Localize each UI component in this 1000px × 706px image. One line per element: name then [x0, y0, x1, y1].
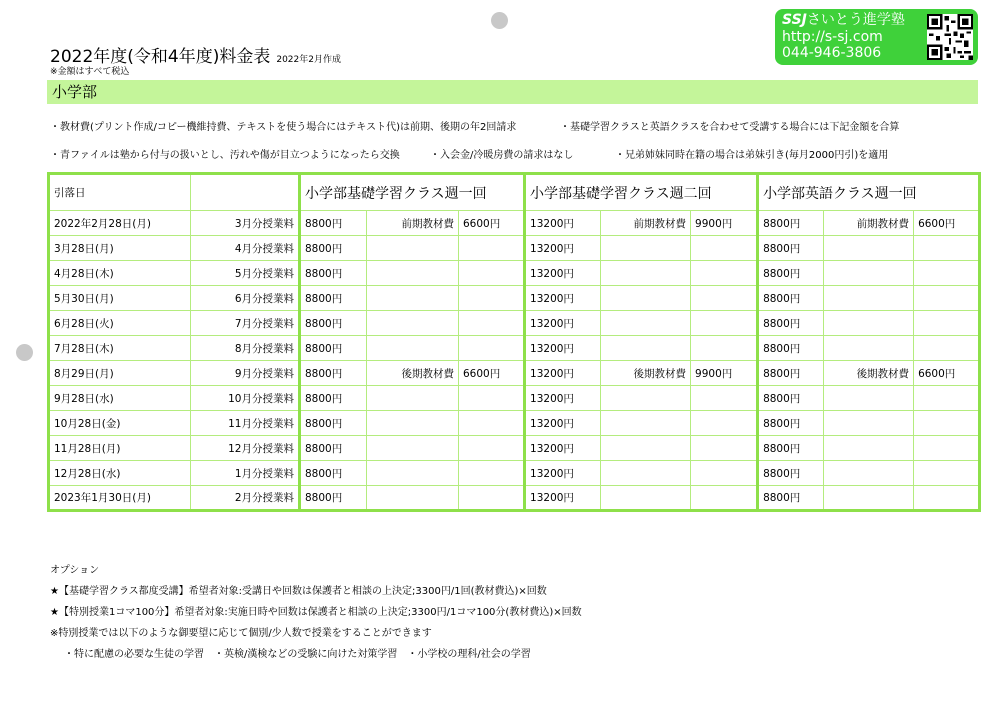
row-english-once-material-fee: [914, 411, 980, 436]
row-month-label: 11月分授業料: [191, 411, 300, 436]
row-english-once-material-fee: [914, 311, 980, 336]
row-month-label: 5月分授業料: [191, 261, 300, 286]
row-date: 2023年1月30日(月): [49, 486, 191, 511]
table-row: [49, 436, 980, 461]
row-month-label: 9月分授業料: [191, 361, 300, 386]
row-basic-once-fee: 8800円: [300, 336, 367, 361]
row-english-once-material-fee: [914, 286, 980, 311]
row-basic-twice-material-fee: [691, 336, 758, 361]
course-header-basic-weekly-twice: 小学部基礎学習クラス週二回: [525, 174, 758, 211]
row-basic-once-material-label: 後期教材費: [367, 361, 459, 386]
row-basic-twice-material-fee: 9900円: [691, 211, 758, 236]
title-text: 2022年度(令和4年度)料金表: [50, 47, 271, 67]
option-special-lesson: ★【特別授業1コマ100分】希望者対象:実施日時や回数は保護者と相談の上決定;3300円/1コマ100分(教材費込)×回数: [50, 607, 582, 618]
section-title-elementary: 小学部: [47, 80, 978, 104]
row-english-once-material-fee: [914, 486, 980, 511]
note-blue-file: ・青ファイルは塾から付与の扱いとし、汚れや傷が目立つようになったら交換: [50, 150, 400, 161]
row-basic-once-fee: 8800円: [300, 486, 367, 511]
row-english-once-material-label: [824, 261, 914, 286]
row-month-label: 7月分授業料: [191, 311, 300, 336]
row-basic-twice-material-label: 前期教材費: [601, 211, 691, 236]
row-date: 7月28日(木): [49, 336, 191, 361]
row-basic-twice-material-fee: [691, 386, 758, 411]
punch-hole-left: [16, 344, 33, 361]
row-basic-once-material-fee: 6600円: [459, 211, 525, 236]
row-basic-once-fee: 8800円: [300, 211, 367, 236]
row-date: 11月28日(月): [49, 436, 191, 461]
option-basic-per-lesson: ★【基礎学習クラス都度受講】希望者対象:受講日や回数は保護者と相談の上決定;3300円/1回(教材費込)×回数: [50, 586, 547, 597]
row-date: 8月29日(月): [49, 361, 191, 386]
row-month-label: 10月分授業料: [191, 386, 300, 411]
note-sibling-discount: ・兄弟姉妹同時在籍の場合は弟妹引き(毎月2000円引)を適用: [615, 150, 889, 161]
row-basic-twice-fee: 13200円: [525, 236, 601, 261]
row-basic-twice-fee: 13200円: [525, 261, 601, 286]
logo-url: http://s-sj.com: [782, 29, 883, 45]
row-basic-once-fee: 8800円: [300, 411, 367, 436]
row-basic-once-material-label: [367, 436, 459, 461]
row-basic-once-material-fee: [459, 461, 525, 486]
row-basic-once-fee: 8800円: [300, 261, 367, 286]
row-month-label: 3月分授業料: [191, 211, 300, 236]
row-basic-twice-material-fee: [691, 411, 758, 436]
row-basic-twice-material-fee: [691, 486, 758, 511]
table-row: [49, 361, 980, 386]
row-basic-twice-material-label: 後期教材費: [601, 361, 691, 386]
school-logo: [775, 9, 978, 65]
row-english-once-fee: 8800円: [758, 411, 824, 436]
row-date: 12月28日(水): [49, 461, 191, 486]
row-english-once-fee: 8800円: [758, 461, 824, 486]
row-date: 9月28日(水): [49, 386, 191, 411]
row-basic-once-material-label: [367, 461, 459, 486]
row-basic-once-material-label: [367, 311, 459, 336]
options-title: オプション: [50, 565, 100, 576]
row-basic-twice-material-label: [601, 261, 691, 286]
row-english-once-material-label: 前期教材費: [824, 211, 914, 236]
table-row: [49, 461, 980, 486]
row-basic-twice-fee: 13200円: [525, 211, 601, 236]
row-basic-twice-material-fee: [691, 436, 758, 461]
table-row: [49, 261, 980, 286]
logo-brand: SSJ: [782, 12, 807, 28]
table-row: [49, 211, 980, 236]
tax-note: ※金額はすべて税込: [50, 67, 130, 77]
row-month-label: 4月分授業料: [191, 236, 300, 261]
row-basic-twice-material-label: [601, 286, 691, 311]
row-english-once-fee: 8800円: [758, 486, 824, 511]
row-basic-once-material-fee: [459, 236, 525, 261]
row-basic-once-material-fee: [459, 386, 525, 411]
row-basic-twice-fee: 13200円: [525, 436, 601, 461]
row-english-once-material-fee: [914, 436, 980, 461]
row-english-once-material-fee: [914, 261, 980, 286]
row-date: 10月28日(金): [49, 411, 191, 436]
table-row: [49, 311, 980, 336]
qr-code-icon: [927, 14, 973, 60]
row-date: 6月28日(火): [49, 311, 191, 336]
row-date: 3月28日(月): [49, 236, 191, 261]
row-english-once-fee: 8800円: [758, 386, 824, 411]
row-basic-twice-fee: 13200円: [525, 461, 601, 486]
row-basic-once-fee: 8800円: [300, 311, 367, 336]
table-row: [49, 336, 980, 361]
row-basic-once-material-label: [367, 336, 459, 361]
row-english-once-material-label: [824, 411, 914, 436]
row-basic-twice-fee: 13200円: [525, 486, 601, 511]
row-date: 2022年2月28日(月): [49, 211, 191, 236]
row-basic-twice-fee: 13200円: [525, 411, 601, 436]
row-english-once-material-fee: [914, 236, 980, 261]
row-english-once-fee: 8800円: [758, 336, 824, 361]
row-english-once-fee: 8800円: [758, 261, 824, 286]
table-row: [49, 411, 980, 436]
note-combined: ・基礎学習クラスと英語クラスを合わせて受講する場合には下記金額を合算: [560, 122, 900, 133]
row-english-once-material-label: [824, 236, 914, 261]
option-special-note: ※特別授業では以下のような御要望に応じて個別/少人数で授業をすることができます: [50, 628, 432, 639]
row-month-label: 2月分授業料: [191, 486, 300, 511]
row-basic-twice-material-label: [601, 386, 691, 411]
row-basic-twice-material-label: [601, 411, 691, 436]
row-date: 5月30日(月): [49, 286, 191, 311]
row-basic-twice-material-fee: [691, 286, 758, 311]
row-basic-twice-material-fee: 9900円: [691, 361, 758, 386]
row-english-once-fee: 8800円: [758, 211, 824, 236]
options-section: [50, 560, 582, 665]
row-basic-once-fee: 8800円: [300, 461, 367, 486]
row-month-label: 12月分授業料: [191, 436, 300, 461]
row-basic-once-fee: 8800円: [300, 386, 367, 411]
row-english-once-material-label: [824, 461, 914, 486]
row-english-once-material-label: [824, 436, 914, 461]
row-basic-twice-fee: 13200円: [525, 361, 601, 386]
row-month-label: 6月分授業料: [191, 286, 300, 311]
row-month-label: 8月分授業料: [191, 336, 300, 361]
row-basic-once-material-label: [367, 236, 459, 261]
created-date: 2022年2月作成: [276, 55, 341, 65]
row-basic-twice-material-label: [601, 236, 691, 261]
row-basic-twice-material-label: [601, 436, 691, 461]
row-english-once-material-label: [824, 386, 914, 411]
row-english-once-fee: 8800円: [758, 436, 824, 461]
row-basic-once-material-label: [367, 411, 459, 436]
row-basic-once-material-fee: [459, 286, 525, 311]
row-basic-once-material-fee: [459, 436, 525, 461]
row-basic-twice-material-label: [601, 311, 691, 336]
row-english-once-fee: 8800円: [758, 286, 824, 311]
row-basic-once-material-fee: [459, 486, 525, 511]
logo-name: さいとう進学塾: [806, 12, 905, 28]
table-row: [49, 286, 980, 311]
table-row: [49, 236, 980, 261]
row-month-label: 1月分授業料: [191, 461, 300, 486]
row-basic-once-fee: 8800円: [300, 286, 367, 311]
date-header: 引落日: [49, 174, 191, 211]
row-english-once-material-fee: 6600円: [914, 361, 980, 386]
course-header-basic-weekly-once: 小学部基礎学習クラス週一回: [300, 174, 525, 211]
row-english-once-material-fee: 6600円: [914, 211, 980, 236]
row-english-once-fee: 8800円: [758, 311, 824, 336]
table-row: [49, 386, 980, 411]
row-english-once-material-label: [824, 311, 914, 336]
row-basic-once-material-fee: 6600円: [459, 361, 525, 386]
row-english-once-material-label: [824, 336, 914, 361]
row-basic-twice-fee: 13200円: [525, 286, 601, 311]
row-basic-twice-material-fee: [691, 261, 758, 286]
row-basic-twice-material-label: [601, 486, 691, 511]
note-materials: ・教材費(プリント作成/コピー機維持費、テキストを使う場合にはテキスト代)は前期、後期の年2回請求: [50, 122, 517, 133]
row-basic-twice-fee: 13200円: [525, 311, 601, 336]
row-basic-once-material-label: [367, 261, 459, 286]
logo-phone: 044-946-3806: [782, 45, 882, 61]
row-basic-twice-material-fee: [691, 311, 758, 336]
row-english-once-material-fee: [914, 386, 980, 411]
row-basic-twice-material-fee: [691, 461, 758, 486]
table-header-row: [49, 174, 980, 211]
option-special-examples: ・特に配慮の必要な生徒の学習 ・英検/漢検などの受験に向けた対策学習 ・小学校の理科/社会の学習: [64, 649, 531, 660]
row-basic-once-material-fee: [459, 336, 525, 361]
table-row: [49, 486, 980, 511]
row-basic-twice-fee: 13200円: [525, 386, 601, 411]
row-english-once-material-fee: [914, 461, 980, 486]
course-header-english-weekly-once: 小学部英語クラス週一回: [758, 174, 980, 211]
row-basic-twice-material-label: [601, 336, 691, 361]
row-english-once-fee: 8800円: [758, 361, 824, 386]
row-basic-once-material-label: 前期教材費: [367, 211, 459, 236]
row-basic-twice-material-label: [601, 461, 691, 486]
row-english-once-material-label: [824, 486, 914, 511]
row-basic-once-material-fee: [459, 311, 525, 336]
row-basic-twice-fee: 13200円: [525, 336, 601, 361]
row-basic-once-material-label: [367, 386, 459, 411]
row-english-once-material-fee: [914, 336, 980, 361]
row-english-once-material-label: 後期教材費: [824, 361, 914, 386]
row-english-once-fee: 8800円: [758, 236, 824, 261]
row-date: 4月28日(木): [49, 261, 191, 286]
row-basic-once-fee: 8800円: [300, 361, 367, 386]
row-basic-once-fee: 8800円: [300, 236, 367, 261]
row-basic-once-fee: 8800円: [300, 436, 367, 461]
row-basic-once-material-label: [367, 286, 459, 311]
row-basic-once-material-fee: [459, 261, 525, 286]
month-header: [191, 174, 300, 211]
fee-table: [47, 172, 981, 512]
row-basic-once-material-label: [367, 486, 459, 511]
row-english-once-material-label: [824, 286, 914, 311]
note-admission: ・入会金/冷暖房費の請求はなし: [430, 150, 574, 161]
punch-hole-top: [491, 12, 508, 29]
row-basic-once-material-fee: [459, 411, 525, 436]
row-basic-twice-material-fee: [691, 236, 758, 261]
